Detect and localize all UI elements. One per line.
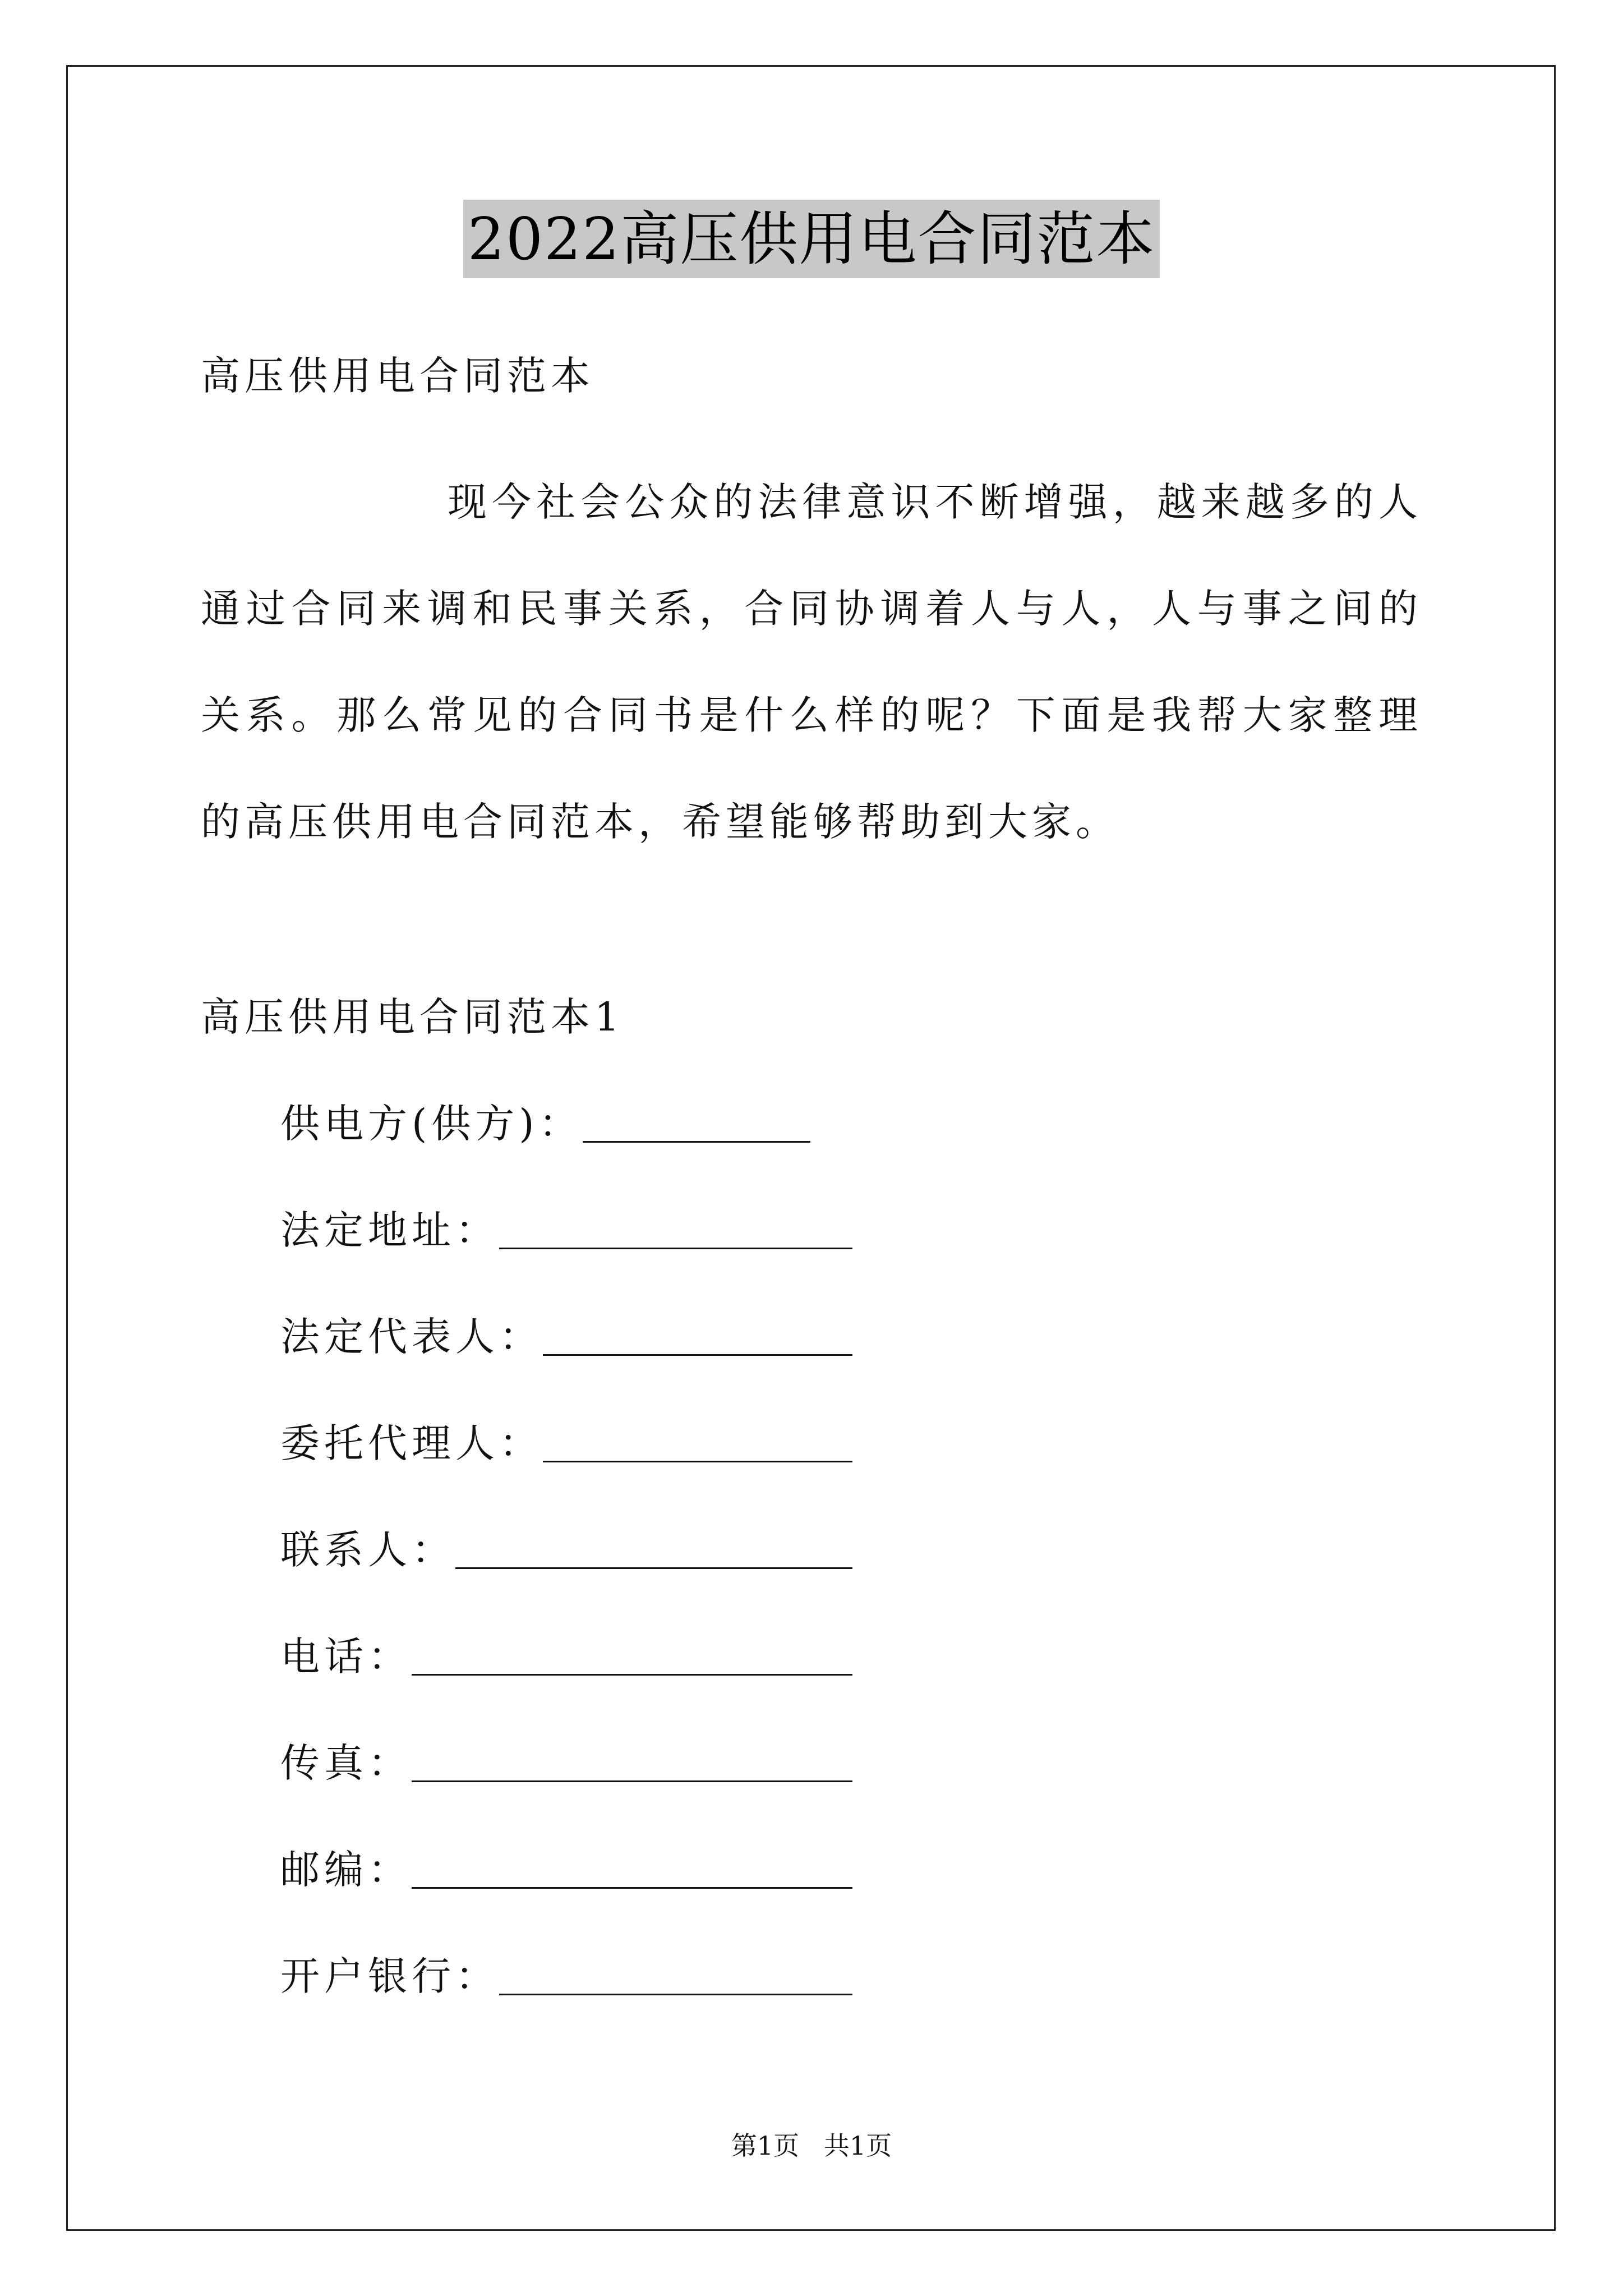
title-area <box>0 200 1623 278</box>
document-title: 2022高压供用电合同范本 <box>463 200 1160 278</box>
field-phone <box>280 1630 852 1683</box>
blank-line <box>412 1881 852 1889</box>
page-footer: 第1页 共1页 <box>731 2131 892 2161</box>
field-label: 开户银行： <box>280 1953 499 1999</box>
field-legal-address <box>280 1203 852 1257</box>
field-label: 邮编： <box>280 1847 412 1893</box>
field-legal-representative <box>280 1310 852 1364</box>
field-label: 传真： <box>280 1740 412 1786</box>
field-authorized-agent <box>280 1416 852 1470</box>
section-heading: 高压供用电合同范本1 <box>201 994 624 1040</box>
blank-line <box>455 1562 852 1569</box>
blank-line <box>583 1135 810 1143</box>
field-label: 供电方(供方)： <box>280 1101 583 1147</box>
blank-line <box>412 1775 852 1782</box>
field-contact-person <box>280 1523 852 1577</box>
blank-line <box>543 1455 852 1462</box>
field-bank <box>280 1949 852 2003</box>
field-label: 委托代理人： <box>280 1420 543 1466</box>
blank-line <box>499 1988 852 1995</box>
field-label: 电话： <box>280 1634 412 1680</box>
blank-line <box>543 1349 852 1356</box>
field-fax <box>280 1736 852 1790</box>
field-supplier <box>280 1097 810 1151</box>
blank-line <box>412 1668 852 1676</box>
field-postal-code <box>280 1843 852 1897</box>
field-label: 法定地址： <box>280 1207 499 1253</box>
blank-line <box>499 1242 852 1249</box>
document-subtitle: 高压供用电合同范本 <box>201 353 594 399</box>
field-label: 联系人： <box>280 1527 455 1573</box>
intro-paragraph: 现今社会公众的法律意识不断增强，越来越多的人通过合同来调和民事关系，合同协调着人与人，人与事之间的关系。那么常见的合同书是什么样的呢？下面是我帮大家整理的高压供用电合同范本，希望能够帮助到大家。 <box>201 479 1422 845</box>
field-label: 法定代表人： <box>280 1314 543 1360</box>
